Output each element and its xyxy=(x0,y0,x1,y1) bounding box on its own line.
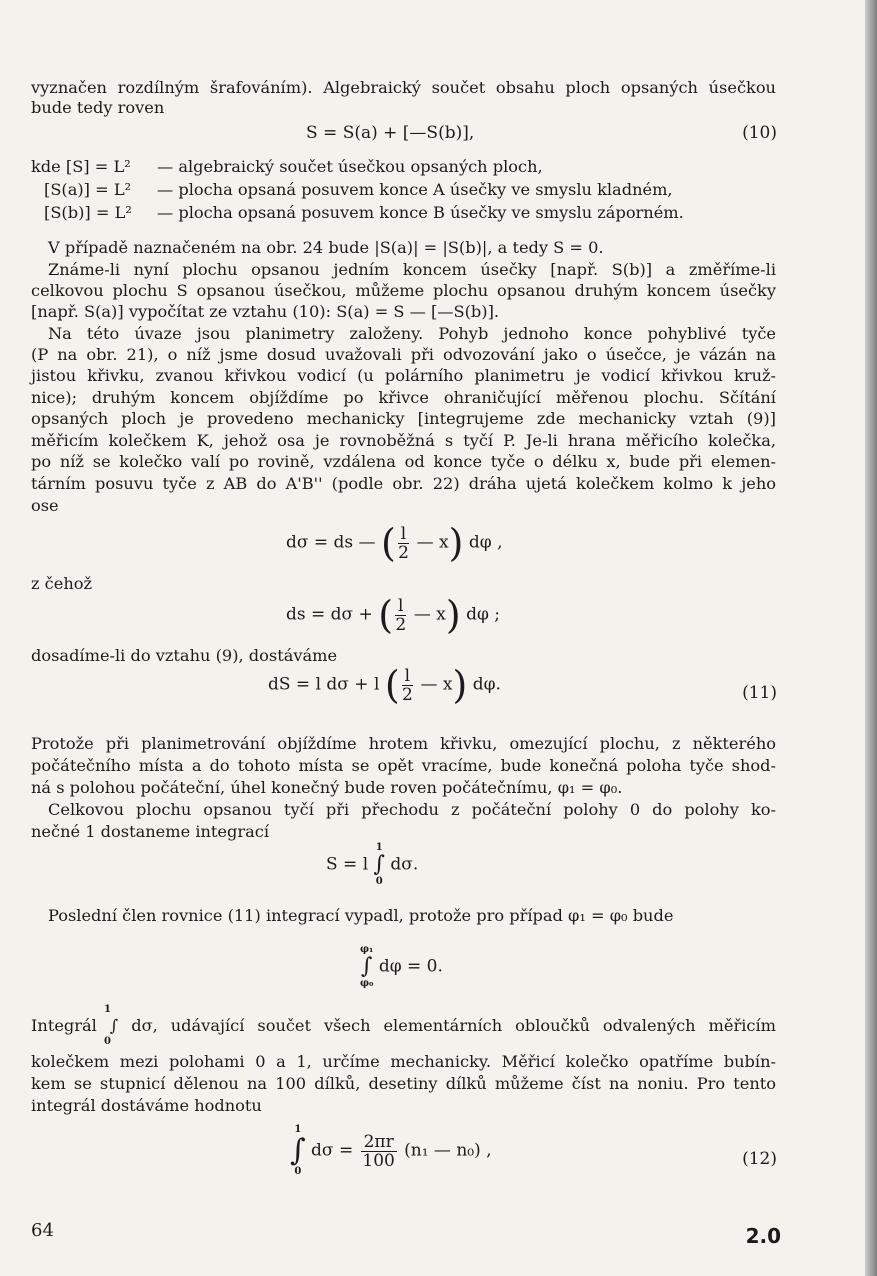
text-line: [např. S(a)] vypočítat ze vztahu (10): S(a) = S — [—S(b)]. xyxy=(31,302,500,321)
text-line: vyznačen rozdílným šrafováním). Algebraický součet obsahu ploch opsaných úsečkou xyxy=(31,78,776,97)
equation-10-body: S = S(a) + [—S(b)], xyxy=(306,123,475,143)
fraction: $\frac{l}{2}$ xyxy=(401,665,413,705)
page-number: 64 xyxy=(31,1220,54,1241)
integral-sign: φ₁ ∫ φ₀ xyxy=(360,944,374,989)
text-line: nečné 1 dostaneme integrací xyxy=(31,822,269,841)
book-page: vyznačen rozdílným šrafováním). Algebraický součet obsahu ploch opsaných úsečkou bude tedy roven S = S(a) + [—S(b)], (10) kde [S] = L² — algebraický součet úsečkou opsaných ploch, [S(a)] = L² — plocha opsaná posuvem konce A úsečky ve smyslu kladném, [S(b)] = L² — plocha opsaná posuvem konce B úsečky ve smyslu záporném. V případě naznačeném na obr. 24 bude |S(a)| = |S(b)|, a tedy S = 0. Známe-li nyní plochu opsanou jedním koncem úsečky [např. S(b)] a změříme-li celkovou plochu S opsanou úsečkou, můžeme plochu opsanou druhým koncem úsečky [např. S(a)] vypočítat ze vztahu (10): S(a) = S — [—S(b)]. Na této úvaze jsou planimetry založeny. Pohyb jednoho konce pohyblivé tyče (P na obr. 21), o níž jsme dosud uvažovali při odvozování jako o úsečce, je vázán na jistou křivku, zvanou křivkou vodicí (u polárního planimetru je vodicí křivkou kruž- nice); druhým koncem objíždíme po křivce ohraničující měřenou plochu. Sčítání opsaných ploch je provedeno mechanicky [integrujeme zde mechanicky vztah (9)] měřicím kolečkem K, jehož osa je rovnoběžná s tyčí P. Je-li hrana měřicího kolečka, po níž se kolečko valí po rovině, vzdálena od konce tyče o délku x, bude při elemen- tárním posuvu tyče z AB do A'B'' (podle obr. 22) dráha ujetá kolečkem kolmo k jeho ose dσ = ds — ( $\frac{l}{2}$ — x) dφ , z čehož ds = dσ + ( $\frac{l}{2}$ — x) dφ ; dosadíme-li do vztahu (9), dostáváme dS = l dσ + l ( $\frac{l}{2}$ — x) dφ. (11) Protože při planimetrování objíždíme hrotem křivku, omezující plochu, z některého počátečního místa a do tohoto místa se opět vracíme, bude konečná poloha tyče shod- ná s polohou počáteční, úhel konečný bude roven počátečnímu, φ₁ = φ₀. Celkovou plochu opsanou tyčí při přechodu z počáteční polohy 0 do polohy ko- nečné 1 dostaneme integrací S = l 1 ∫ 0 dσ. Poslední člen rovnice (11) integrací vypadl, protože pro případ φ₁ = φ₀ bude φ₁ ∫ φ₀ dφ = 0. Integrál ∫ dσ, udávající součet všech elementárních obloučků odvalených měřicím 1 0 kolečkem mezi polohami 0 a 1, určíme mechanicky. Měřicí kolečko opatříme bubín- kem se stupnicí dělenou na 100 dílků, desetiny dílků můžeme číst na noniu. Pro tento integrál dostáváme hodnotu 1 ∫ 0 dσ = $\frac{2\pi r}{100}$ (n₁ — n₀) , (12) 64 2.0 xyxy=(0,0,877,1276)
text-line: tárním posuvu tyče z AB do A'B'' (podle obr. 22) dráha ujetá kolečkem kolmo k jeho xyxy=(31,474,776,493)
text-line: Poslední člen rovnice (11) integrací vypadl, protože pro případ φ₁ = φ₀ bude xyxy=(48,906,674,925)
equation-11-number: (11) xyxy=(742,683,777,703)
integral-sign: 1 ∫ 0 xyxy=(290,1124,306,1177)
integral-sign: 1 ∫ 0 xyxy=(373,842,386,887)
fraction: $\frac{2\pi r}{100}$ xyxy=(362,1131,395,1171)
text-line: bude tedy roven xyxy=(31,98,165,117)
text-line: Protože při planimetrování objíždíme hrotem křivku, omezující plochu, z některého xyxy=(31,734,776,753)
fraction: $\frac{l}{2}$ xyxy=(395,595,407,635)
section-code: 2.0 xyxy=(745,1224,781,1248)
text-line: kolečkem mezi polohami 0 a 1, určíme mechanicky. Měřicí kolečko opatříme bubín- xyxy=(31,1052,776,1071)
text-line: měřicím kolečkem K, jehož osa je rovnoběžná s tyčí P. Je-li hrana měřicího kolečka, xyxy=(31,431,776,450)
text-line: z čehož xyxy=(31,574,93,593)
text-line: (P na obr. 21), o níž jsme dosud uvažovali při odvozování jako o úsečce, je vázán na xyxy=(31,345,776,364)
text-line: ná s polohou počáteční, úhel konečný bude roven počátečnímu, φ₁ = φ₀. xyxy=(31,778,623,797)
text-line: jistou křivku, zvanou křivkou vodicí (u polárního planimetru je vodicí křivkou kruž- xyxy=(31,366,776,385)
fraction: $\frac{l}{2}$ xyxy=(398,523,409,563)
equation-12-number: (12) xyxy=(742,1149,777,1169)
text-line: integrál dostáváme hodnotu xyxy=(31,1096,262,1115)
text-line: ose xyxy=(31,496,59,515)
equation-11-tail: dφ. xyxy=(472,674,501,695)
equation-ds-lhs: ds = dσ + xyxy=(286,604,373,625)
text-line: Na této úvaze jsou planimetry založeny. Pohyb jednoho konce pohyblivé tyče xyxy=(48,324,776,343)
equation-dsigma-tail: dφ , xyxy=(468,532,503,553)
text-line: Známe-li nyní plochu opsanou jedním koncem úsečky [např. S(b)] a změříme-li xyxy=(48,260,776,279)
definition-lhs: [S(a)] = L² xyxy=(44,180,132,199)
text-line: Celkovou plochu opsanou tyčí při přechodu z počáteční polohy 0 do polohy ko- xyxy=(48,800,776,819)
text-line: celkovou plochu S opsanou úsečkou, můžeme plochu opsanou druhým koncem úsečky xyxy=(31,281,776,300)
definition-rhs: — plocha opsaná posuvem konce B úsečky ve smyslu záporném. xyxy=(157,203,684,222)
text-line: Integrál ∫ dσ, udávající součet všech elementárních obloučků odvalených měřicím xyxy=(31,1016,776,1035)
equation-11-lhs: dS = l dσ + l xyxy=(268,674,380,695)
definition-lhs: kde [S] = L² xyxy=(31,157,131,176)
page-edge-shadow xyxy=(865,0,877,1276)
text-line: V případě naznačeném na obr. 24 bude |S(a)| = |S(b)|, a tedy S = 0. xyxy=(48,238,604,257)
equation-ds-tail: dφ ; xyxy=(466,604,501,625)
definition-rhs: — algebraický součet úsečkou opsaných ploch, xyxy=(157,157,543,176)
definition-rhs: — plocha opsaná posuvem konce A úsečky ve smyslu kladném, xyxy=(157,180,673,199)
text-line: dosadíme-li do vztahu (9), dostáváme xyxy=(31,646,338,665)
definition-lhs: [S(b)] = L² xyxy=(44,203,132,222)
text-line: kem se stupnicí dělenou na 100 dílků, desetiny dílků můžeme číst na noniu. Pro tento xyxy=(31,1074,776,1093)
equation-10-number: (10) xyxy=(742,123,777,143)
text-line: nice); druhým koncem objíždíme po křivce ohraničující měřenou plochu. Sčítání xyxy=(31,388,776,407)
text-line: po níž se kolečko valí po rovině, vzdálena od konce tyče o délku x, bude při elemen- xyxy=(31,452,776,471)
text-line: počátečního místa a do tohoto místa se opět vracíme, bude konečná poloha tyče shod- xyxy=(31,756,776,775)
equation-dsigma-lhs: dσ = ds — xyxy=(286,532,376,553)
text-line: opsaných ploch je provedeno mechanicky [integrujeme zde mechanicky vztah (9)] xyxy=(31,409,776,428)
